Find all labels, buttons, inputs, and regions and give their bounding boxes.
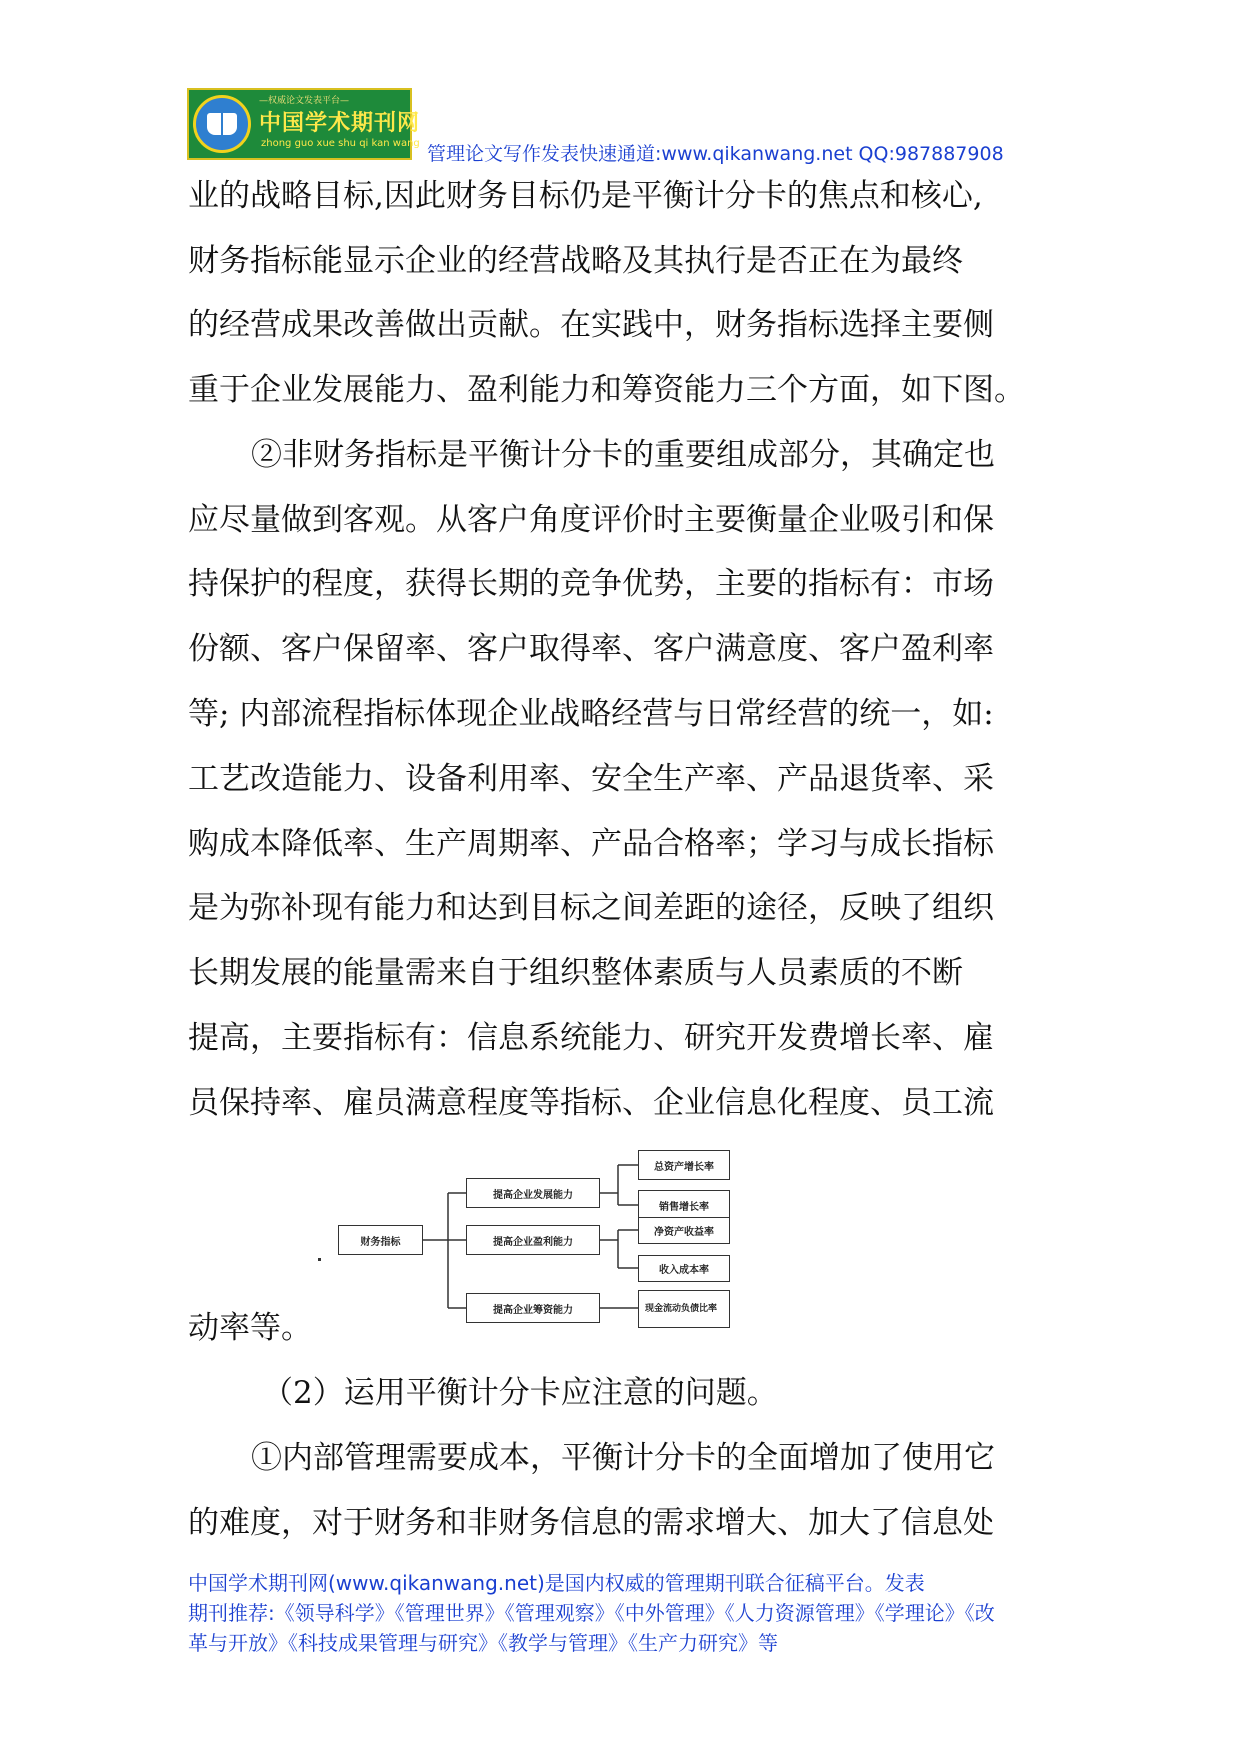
body-line-15: 员保持率、雇员满意程度等指标、企业信息化程度、员工流 (188, 1085, 994, 1121)
body-line-19: 的难度，对于财务和非财务信息的需求增大、加大了信息处 (188, 1505, 994, 1541)
diagram-dot (318, 1258, 321, 1261)
body-line-18: ①内部管理需要成本，平衡计分卡的全面增加了使用它 (251, 1440, 995, 1476)
diagram-node-financing: 提高企业筹资能力 (466, 1293, 600, 1323)
diagram-leaf-roe: 净资产收益率 (638, 1217, 730, 1244)
logo-pinyin: zhong guo xue shu qi kan wang (261, 138, 420, 149)
body-line-16: 动率等。 (188, 1310, 312, 1346)
body-line-6: 应尽量做到客观。从客户角度评价时主要衡量企业吸引和保 (188, 502, 994, 538)
financial-indicator-diagram (318, 1145, 748, 1353)
footer-line-3: 革与开放》《科技成果管理与研究》《教学与管理》《生产力研究》等 (188, 1631, 778, 1655)
diagram-node-development: 提高企业发展能力 (466, 1178, 600, 1208)
body-line-5: ②非财务指标是平衡计分卡的重要组成部分，其确定也 (251, 437, 995, 473)
body-line-9: 等; 内部流程指标体现企业战略经营与日常经营的统一，如: (188, 696, 994, 732)
section-heading: （2）运用平衡计分卡应注意的问题。 (262, 1375, 778, 1411)
body-line-12: 是为弥补现有能力和达到目标之间差距的途径，反映了组织 (188, 890, 994, 926)
body-line-4: 重于企业发展能力、盈利能力和筹资能力三个方面，如下图。 (188, 372, 1025, 408)
site-logo[interactable] (187, 88, 421, 160)
body-line-3: 的经营成果改善做出贡献。在实践中，财务指标选择主要侧 (188, 307, 994, 343)
body-line-11: 购成本降低率、生产周期率、产品合格率；学习与成长指标 (188, 826, 994, 862)
body-line-14: 提高，主要指标有：信息系统能力、研究开发费增长率、雇 (188, 1020, 994, 1056)
body-line-10: 工艺改造能力、设备利用率、安全生产率、产品退货率、采 (188, 761, 994, 797)
footer-line-2: 期刊推荐:《领导科学》《管理世界》《管理观察》《中外管理》《人力资源管理》《学理论》《改 (188, 1601, 995, 1625)
body-line-13: 长期发展的能量需来自于组织整体素质与人员素质的不断 (188, 955, 963, 991)
diagram-node-profitability: 提高企业盈利能力 (466, 1225, 600, 1255)
book-seal-icon (193, 95, 251, 153)
diagram-leaf-revenue-cost-ratio: 收入成本率 (638, 1255, 730, 1282)
diagram-leaf-total-asset-growth: 总资产增长率 (638, 1150, 730, 1180)
header-submission-link[interactable]: 管理论文写作发表快速通道:www.qikanwang.net QQ:987887908 (427, 143, 1004, 165)
body-line-7: 持保护的程度，获得长期的竞争优势，主要的指标有：市场 (188, 566, 994, 602)
body-line-2: 财务指标能显示企业的经营战略及其执行是否正在为最终 (188, 243, 963, 279)
body-line-8: 份额、客户保留率、客户取得率、客户满意度、客户盈利率 (188, 631, 994, 667)
diagram-leaf-sales-growth: 销售增长率 (638, 1190, 730, 1220)
footer-line-1: 中国学术期刊网(www.qikanwang.net)是国内权威的管理期刊联合征稿平台。发表 (188, 1571, 925, 1595)
body-line-1: 业的战略目标,因此财务目标仍是平衡计分卡的焦点和核心, (188, 178, 983, 214)
logo-name: 中国学术期刊网 (259, 111, 421, 136)
diagram-leaf-cash-flow-ratio: 现金流动负债比率 (638, 1290, 730, 1328)
diagram-root-node: 财务指标 (338, 1225, 423, 1255)
logo-tagline: —权威论文发表平台— (259, 96, 350, 106)
